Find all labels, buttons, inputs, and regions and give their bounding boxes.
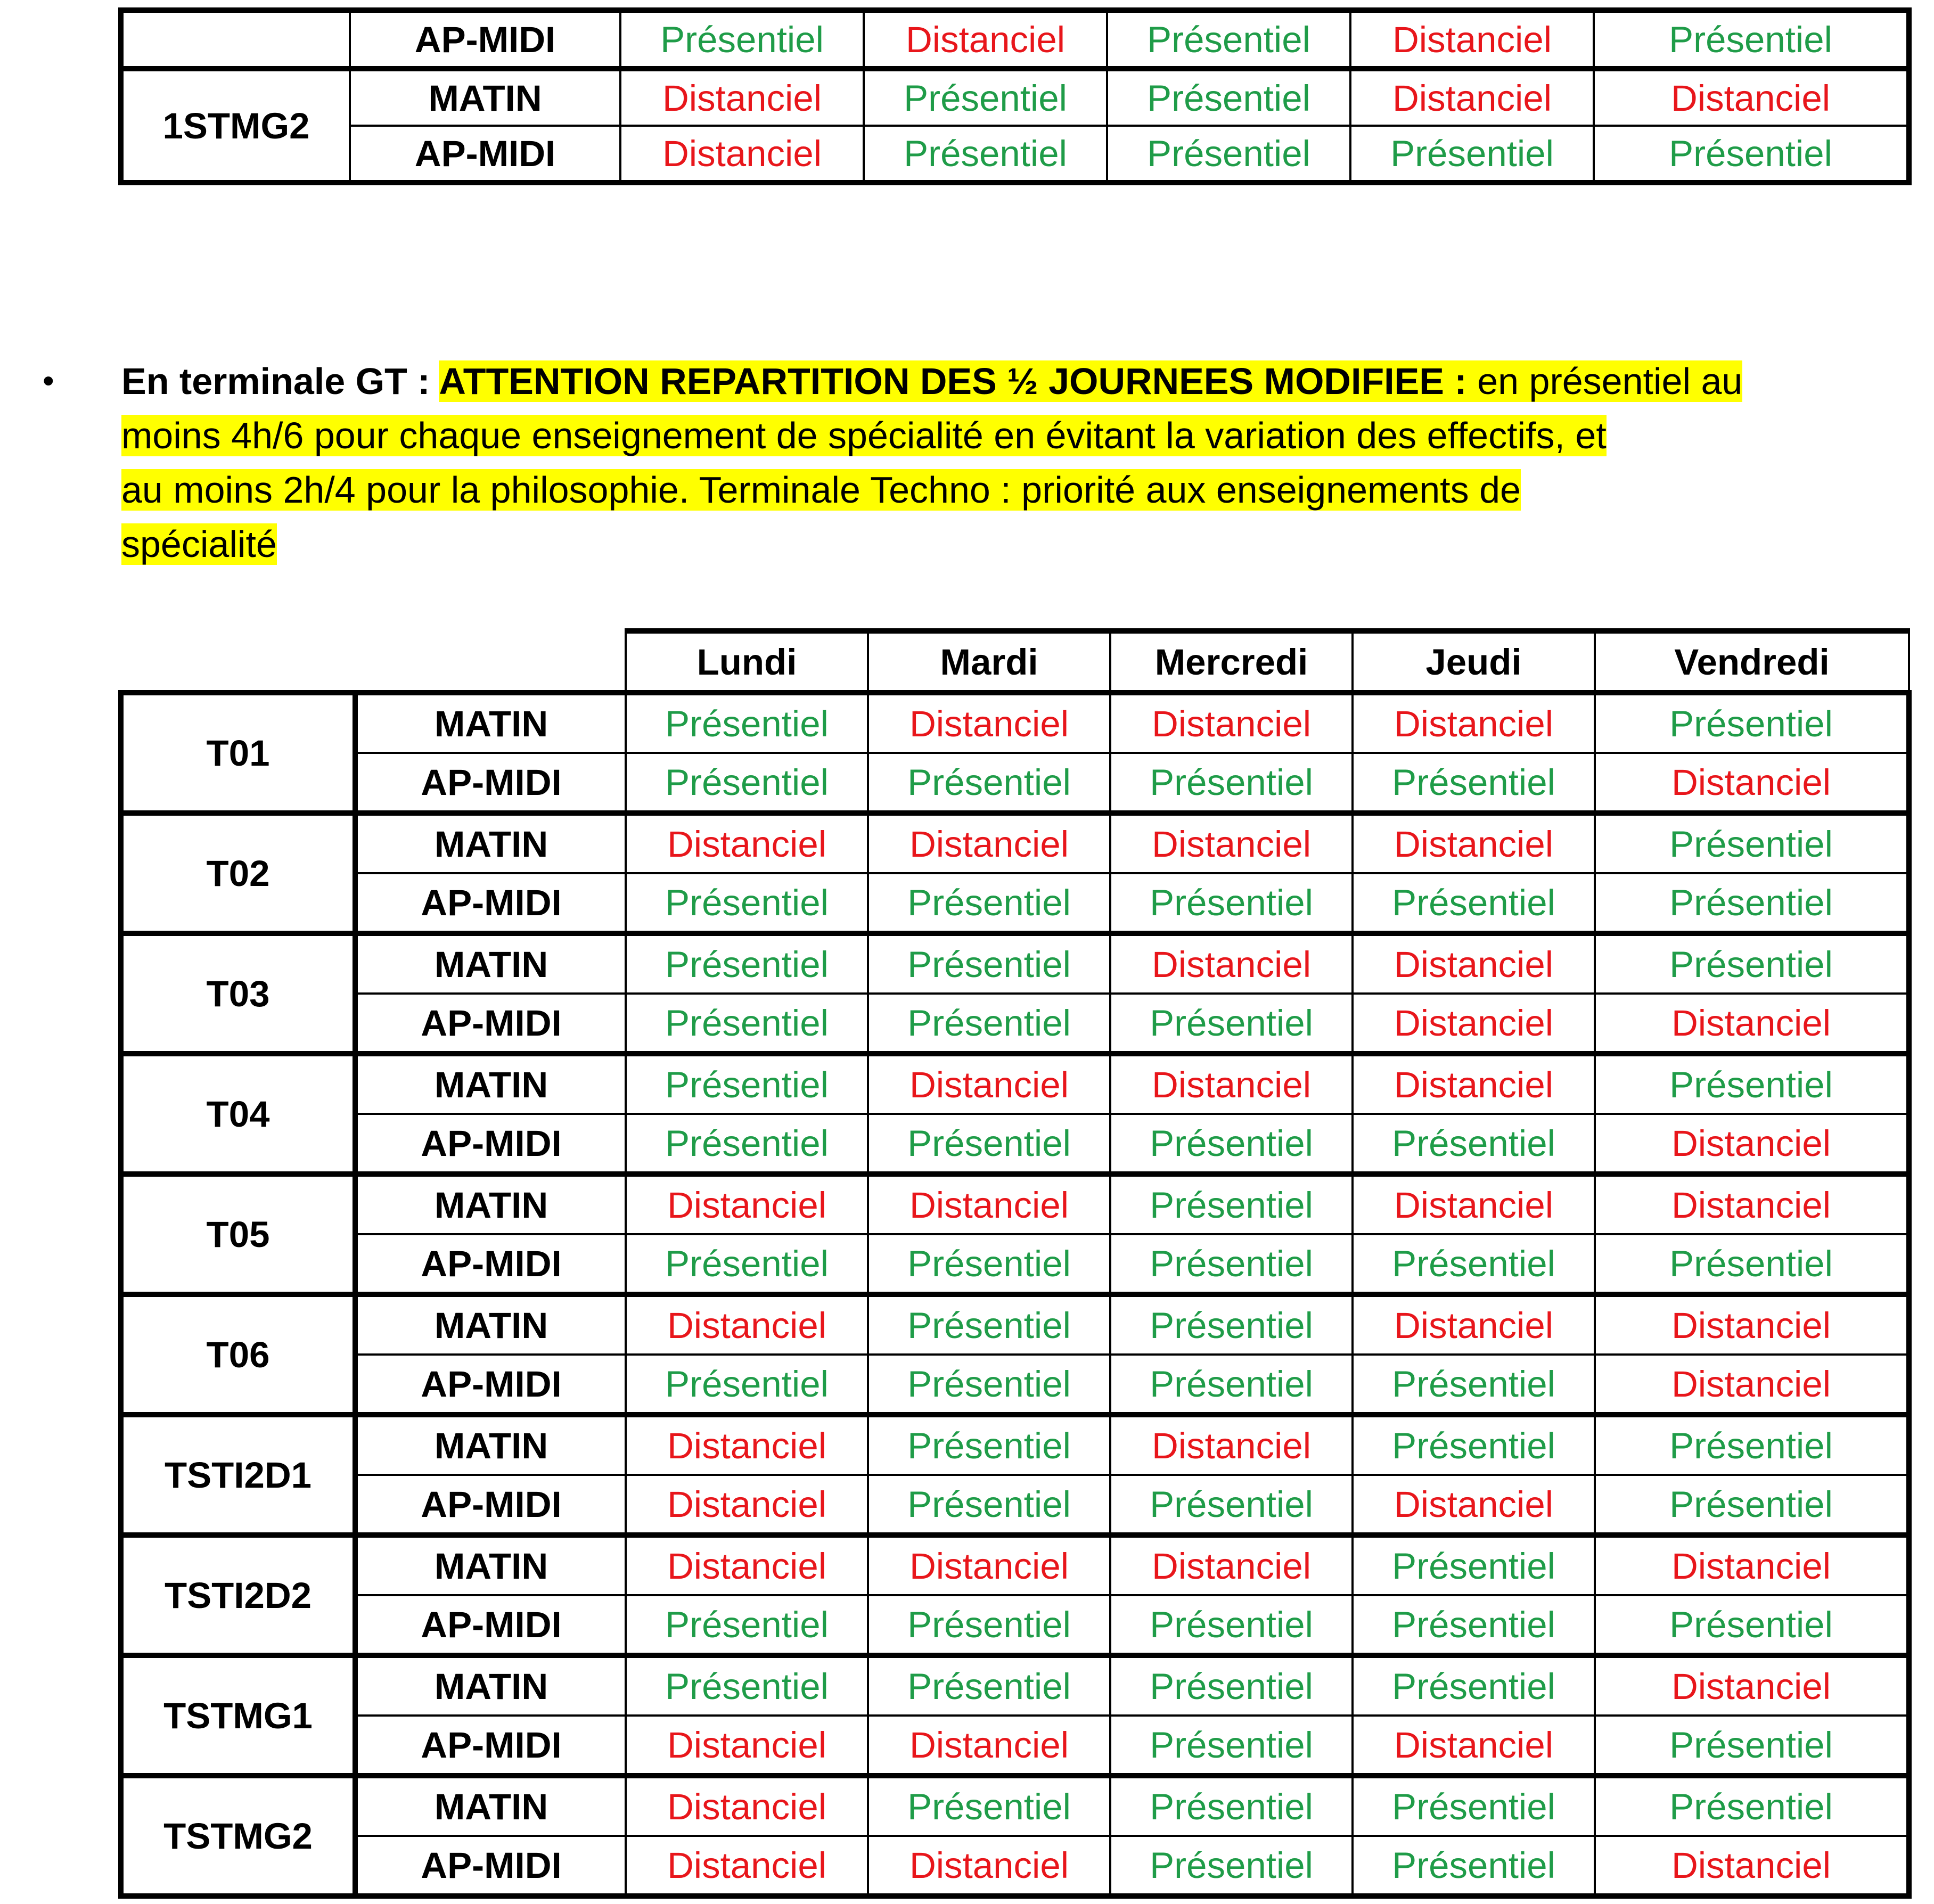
slot-label: MATIN: [355, 1294, 626, 1355]
slot-label: AP-MIDI: [355, 753, 626, 813]
attendance-cell: Distanciel: [1110, 933, 1353, 994]
attendance-cell: Présentiel: [1110, 1234, 1353, 1294]
attendance-cell: Présentiel: [864, 126, 1107, 183]
header-blank: [121, 631, 626, 693]
attendance-cell: Distanciel: [626, 1836, 868, 1896]
attendance-cell: Présentiel: [626, 873, 868, 933]
attendance-cell: Présentiel: [1110, 1475, 1353, 1535]
attendance-cell: Distanciel: [1595, 1836, 1909, 1896]
class-label: [121, 10, 350, 69]
class-label: 1STMG2: [121, 69, 350, 183]
attendance-cell: Présentiel: [1595, 1595, 1909, 1655]
attendance-cell: Présentiel: [1595, 1054, 1909, 1114]
class-label: T01: [121, 693, 355, 813]
attendance-cell: Présentiel: [1594, 10, 1909, 69]
attendance-cell: Distanciel: [1110, 813, 1353, 873]
attendance-cell: Présentiel: [1353, 1234, 1595, 1294]
table-row: [121, 1174, 1909, 1234]
attendance-cell: Présentiel: [1595, 1415, 1909, 1475]
attendance-cell: Présentiel: [868, 1655, 1110, 1716]
table-row: [121, 813, 1909, 873]
attendance-cell: Présentiel: [1353, 1355, 1595, 1415]
attendance-cell: Présentiel: [1353, 1595, 1595, 1655]
attendance-cell: Distanciel: [1595, 1114, 1909, 1174]
attendance-cell: Distanciel: [626, 1415, 868, 1475]
class-label: T02: [121, 813, 355, 933]
attendance-cell: Présentiel: [1110, 1595, 1353, 1655]
slot-label: AP-MIDI: [355, 1114, 626, 1174]
attendance-cell: Présentiel: [868, 1234, 1110, 1294]
attendance-cell: Distanciel: [1353, 994, 1595, 1054]
class-label: T06: [121, 1294, 355, 1415]
slot-label: MATIN: [355, 1535, 626, 1595]
slot-label: MATIN: [350, 69, 620, 126]
attendance-cell: Présentiel: [626, 1234, 868, 1294]
attendance-cell: Présentiel: [1110, 1655, 1353, 1716]
slot-label: MATIN: [355, 693, 626, 753]
attendance-cell: Présentiel: [626, 1355, 868, 1415]
table-row: [121, 1415, 1909, 1475]
attendance-cell: Présentiel: [1595, 1234, 1909, 1294]
attendance-cell: Présentiel: [1110, 753, 1353, 813]
slot-label: MATIN: [355, 933, 626, 994]
attendance-cell: Présentiel: [626, 1655, 868, 1716]
attendance-cell: Présentiel: [864, 69, 1107, 126]
table-row: [121, 1836, 1909, 1896]
slot-label: AP-MIDI: [355, 1355, 626, 1415]
attendance-cell: Distanciel: [868, 1836, 1110, 1896]
attendance-cell: Présentiel: [1110, 1836, 1353, 1896]
table-row: [121, 873, 1909, 933]
attendance-cell: Distanciel: [868, 813, 1110, 873]
bullet-line-2: moins 4h/6 pour chaque enseignement de spécialité en évitant la variation des effectifs, et: [121, 415, 1607, 456]
attendance-cell: Présentiel: [1595, 1776, 1909, 1836]
attendance-cell: Distanciel: [626, 1535, 868, 1595]
attendance-cell: Distanciel: [1595, 1655, 1909, 1716]
slot-label: MATIN: [355, 813, 626, 873]
attendance-cell: Présentiel: [1110, 1294, 1353, 1355]
slot-label: MATIN: [355, 1054, 626, 1114]
attendance-cell: Présentiel: [626, 753, 868, 813]
attendance-cell: Présentiel: [868, 1114, 1110, 1174]
attendance-cell: Présentiel: [1595, 813, 1909, 873]
table-row: [121, 1776, 1909, 1836]
attendance-cell: Distanciel: [1350, 10, 1594, 69]
class-label: TSTI2D2: [121, 1535, 355, 1655]
attendance-cell: Présentiel: [868, 753, 1110, 813]
attendance-cell: Présentiel: [1595, 1475, 1909, 1535]
attendance-cell: Distanciel: [868, 1535, 1110, 1595]
attendance-cell: Présentiel: [1353, 873, 1595, 933]
attendance-cell: Distanciel: [626, 1174, 868, 1234]
class-label: T03: [121, 933, 355, 1054]
terminale-schedule-table: [118, 628, 1912, 1899]
attendance-cell: Présentiel: [1107, 10, 1350, 69]
slot-label: AP-MIDI: [355, 994, 626, 1054]
attendance-cell: Présentiel: [1595, 873, 1909, 933]
attendance-cell: Distanciel: [1595, 1355, 1909, 1415]
attendance-cell: Présentiel: [626, 1114, 868, 1174]
attendance-cell: Présentiel: [868, 1355, 1110, 1415]
attendance-cell: Distanciel: [620, 126, 864, 183]
attendance-cell: Présentiel: [1110, 1355, 1353, 1415]
attendance-cell: Distanciel: [868, 1174, 1110, 1234]
day-header: Mardi: [868, 631, 1110, 693]
table-row: [121, 1716, 1909, 1776]
attendance-cell: Présentiel: [1353, 1415, 1595, 1475]
attendance-cell: Distanciel: [626, 1716, 868, 1776]
attendance-cell: Distanciel: [626, 813, 868, 873]
slot-label: MATIN: [355, 1655, 626, 1716]
table-row: [121, 1234, 1909, 1294]
attendance-cell: Présentiel: [626, 1595, 868, 1655]
attendance-cell: Présentiel: [1353, 1655, 1595, 1716]
slot-label: MATIN: [355, 1174, 626, 1234]
table-row: [121, 1475, 1909, 1535]
attendance-cell: Présentiel: [868, 1294, 1110, 1355]
attendance-cell: Distanciel: [1110, 1535, 1353, 1595]
attendance-cell: Distanciel: [868, 1716, 1110, 1776]
top-schedule-table: [118, 7, 1912, 185]
attendance-cell: Distanciel: [1353, 1174, 1595, 1234]
day-header: Vendredi: [1595, 631, 1909, 693]
attendance-cell: Présentiel: [868, 1776, 1110, 1836]
slot-label: AP-MIDI: [350, 10, 620, 69]
table-row: [121, 10, 1909, 69]
table-row: [121, 1355, 1909, 1415]
table-row: [121, 126, 1909, 183]
day-header: Mercredi: [1110, 631, 1353, 693]
attendance-cell: Distanciel: [626, 1776, 868, 1836]
bullet-lead: En terminale GT :: [121, 360, 439, 402]
table-row: [121, 994, 1909, 1054]
attendance-cell: Distanciel: [864, 10, 1107, 69]
attendance-cell: Distanciel: [1353, 813, 1595, 873]
attendance-cell: Présentiel: [1353, 1776, 1595, 1836]
attendance-cell: Présentiel: [868, 933, 1110, 994]
class-label: TSTI2D1: [121, 1415, 355, 1535]
attendance-cell: Distanciel: [1353, 1054, 1595, 1114]
table-row: [121, 69, 1909, 126]
attendance-cell: Distanciel: [1350, 69, 1594, 126]
attendance-cell: Présentiel: [1353, 1114, 1595, 1174]
attendance-cell: Distanciel: [868, 693, 1110, 753]
day-header: Jeudi: [1353, 631, 1595, 693]
attendance-cell: Distanciel: [1353, 1475, 1595, 1535]
attendance-cell: Présentiel: [626, 693, 868, 753]
slot-label: AP-MIDI: [355, 1595, 626, 1655]
attendance-cell: Distanciel: [620, 69, 864, 126]
attendance-cell: Présentiel: [1595, 933, 1909, 994]
class-label: T04: [121, 1054, 355, 1174]
attendance-cell: Présentiel: [1110, 873, 1353, 933]
attendance-cell: Distanciel: [1595, 753, 1909, 813]
attendance-cell: Distanciel: [1353, 1294, 1595, 1355]
slot-label: AP-MIDI: [355, 1234, 626, 1294]
attendance-cell: Présentiel: [1110, 994, 1353, 1054]
attendance-cell: Présentiel: [868, 1595, 1110, 1655]
day-header-row: [121, 631, 1909, 693]
bullet-line-4: spécialité: [121, 523, 277, 565]
table-row: [121, 933, 1909, 994]
bullet-icon: •: [43, 363, 54, 399]
attendance-cell: Présentiel: [868, 1475, 1110, 1535]
slot-label: AP-MIDI: [355, 1475, 626, 1535]
slot-label: MATIN: [355, 1415, 626, 1475]
attendance-cell: Présentiel: [1107, 69, 1350, 126]
attendance-cell: Présentiel: [1350, 126, 1594, 183]
attendance-cell: Distanciel: [1595, 1535, 1909, 1595]
attendance-cell: Présentiel: [626, 1054, 868, 1114]
attendance-cell: Distanciel: [626, 1294, 868, 1355]
day-header: Lundi: [626, 631, 868, 693]
attendance-cell: Présentiel: [1595, 1716, 1909, 1776]
bullet-line1-rest: en présentiel au: [1477, 360, 1743, 402]
attendance-cell: Distanciel: [1595, 994, 1909, 1054]
bullet-line-1: [121, 354, 1836, 408]
attendance-cell: Distanciel: [1353, 1716, 1595, 1776]
table-row: [121, 1595, 1909, 1655]
table-row: [121, 1294, 1909, 1355]
attendance-cell: Présentiel: [1353, 753, 1595, 813]
attendance-cell: Présentiel: [626, 994, 868, 1054]
attendance-cell: Distanciel: [1110, 693, 1353, 753]
table-row: [121, 1655, 1909, 1716]
attention-colon: :: [1444, 360, 1478, 402]
attendance-cell: Présentiel: [1353, 1535, 1595, 1595]
class-label: TSTMG2: [121, 1776, 355, 1896]
attendance-cell: Distanciel: [1110, 1054, 1353, 1114]
attendance-cell: Distanciel: [626, 1475, 868, 1535]
attendance-cell: Présentiel: [868, 873, 1110, 933]
table-row: [121, 693, 1909, 753]
attendance-cell: Présentiel: [1595, 693, 1909, 753]
attendance-cell: Distanciel: [1110, 1415, 1353, 1475]
slot-label: AP-MIDI: [355, 873, 626, 933]
attendance-cell: Présentiel: [1353, 1836, 1595, 1896]
attendance-cell: Présentiel: [1107, 126, 1350, 183]
attendance-cell: Présentiel: [620, 10, 864, 69]
bullet-line-3: au moins 2h/4 pour la philosophie. Terminale Techno : priorité aux enseignements de: [121, 469, 1521, 511]
attendance-cell: Présentiel: [868, 994, 1110, 1054]
class-label: TSTMG1: [121, 1655, 355, 1776]
attendance-cell: Distanciel: [868, 1054, 1110, 1114]
attendance-cell: Présentiel: [1110, 1716, 1353, 1776]
attendance-cell: Présentiel: [1110, 1174, 1353, 1234]
slot-label: MATIN: [355, 1776, 626, 1836]
slot-label: AP-MIDI: [355, 1836, 626, 1896]
table-row: [121, 1535, 1909, 1595]
attention-notice: ATTENTION REPARTITION DES ½ JOURNEES MODIFIEE: [439, 360, 1444, 402]
attendance-cell: Présentiel: [626, 933, 868, 994]
slot-label: AP-MIDI: [350, 126, 620, 183]
attendance-cell: Présentiel: [1110, 1776, 1353, 1836]
attendance-cell: Présentiel: [1110, 1114, 1353, 1174]
table-row: [121, 753, 1909, 813]
attendance-cell: Distanciel: [1353, 693, 1595, 753]
attendance-cell: Distanciel: [1595, 1294, 1909, 1355]
attendance-cell: Distanciel: [1595, 1174, 1909, 1234]
attendance-cell: Présentiel: [868, 1415, 1110, 1475]
class-label: T05: [121, 1174, 355, 1294]
attendance-cell: Distanciel: [1353, 933, 1595, 994]
attendance-cell: Présentiel: [1594, 126, 1909, 183]
table-row: [121, 1054, 1909, 1114]
table-row: [121, 1114, 1909, 1174]
attendance-cell: Distanciel: [1594, 69, 1909, 126]
slot-label: AP-MIDI: [355, 1716, 626, 1776]
